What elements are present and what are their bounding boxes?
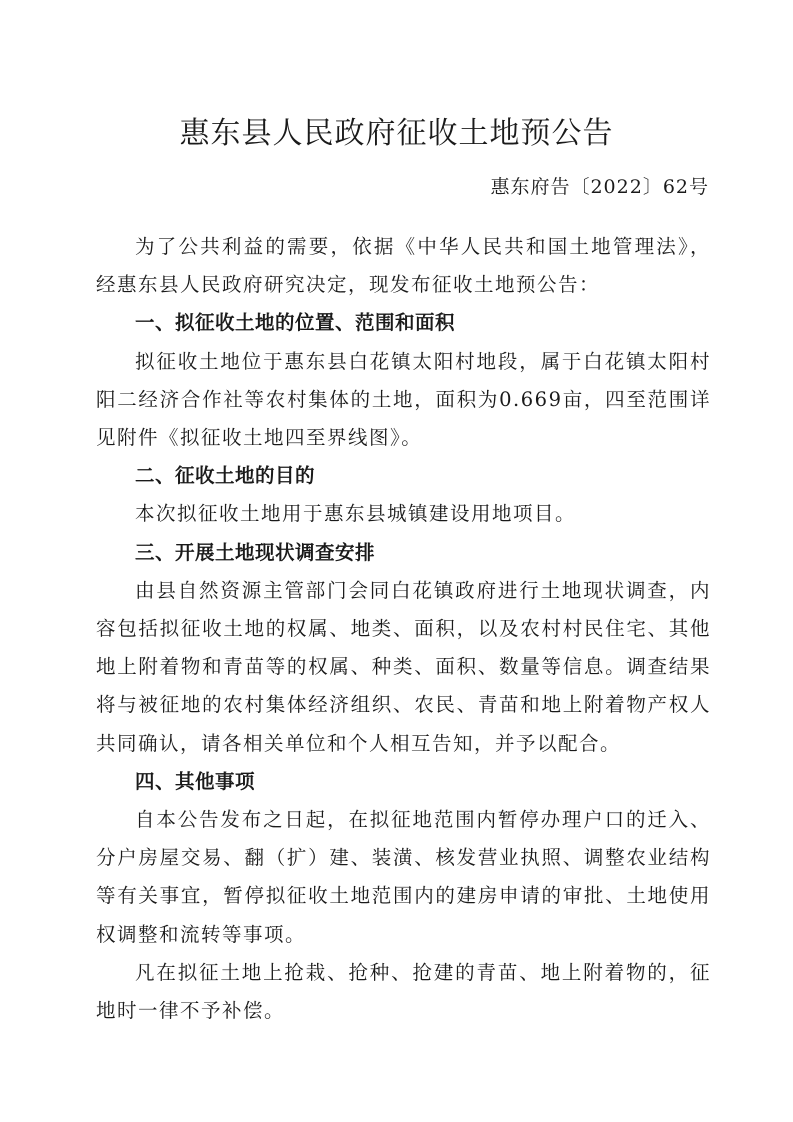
section-paragraph: 凡在拟征土地上抢栽、抢种、抢建的青苗、地上附着物的，征地时一律不予补偿。 — [96, 960, 711, 1023]
section-paragraph: 自本公告发布之日起，在拟征地范围内暂停办理户口的迁入、分户房屋交易、翻（扩）建、装潢、核发营业执照、调整农业结构等有关事宜，暂停拟征收土地范围内的建房申请的审批、土地使用权调整和流转等事项。 — [96, 808, 711, 946]
section-heading: 三、开展土地现状调查安排 — [135, 540, 376, 564]
intro-paragraph: 为了公共利益的需要，依据《中华人民共和国土地管理法》，经惠东县人民政府研究决定，现发布征收土地预公告： — [96, 235, 711, 297]
section-heading: 一、拟征收土地的位置、范围和面积 — [135, 311, 456, 335]
section-heading: 二、征收土地的目的 — [135, 464, 316, 488]
section-paragraph: 拟征收土地位于惠东县白花镇太阳村地段，属于白花镇太阳村阳二经济合作社等农村集体的土地，面积为0.669亩，四至范围详见附件《拟征收土地四至界线图》。 — [96, 349, 711, 450]
section-paragraph: 本次拟征收土地用于惠东县城镇建设用地项目。 — [135, 502, 577, 526]
page-title: 惠东县人民政府征收土地预公告 — [179, 116, 614, 151]
section-heading: 四、其他事项 — [135, 769, 256, 793]
section-paragraph: 由县自然资源主管部门会同白花镇政府进行土地现状调查，内容包括拟征收土地的权属、地类、面积，以及农村村民住宅、其他地上附着物和青苗等的权属、种类、面积、数量等信息。调查结果将与被征地的农村集体经济组织、农民、青苗和地上附着物产权人共同确认，请各相关单位和个人相互告知，并予以配合。 — [96, 578, 711, 755]
document-number: 惠东府告〔2022〕62号 — [490, 176, 709, 198]
document-body — [96, 228, 711, 1030]
